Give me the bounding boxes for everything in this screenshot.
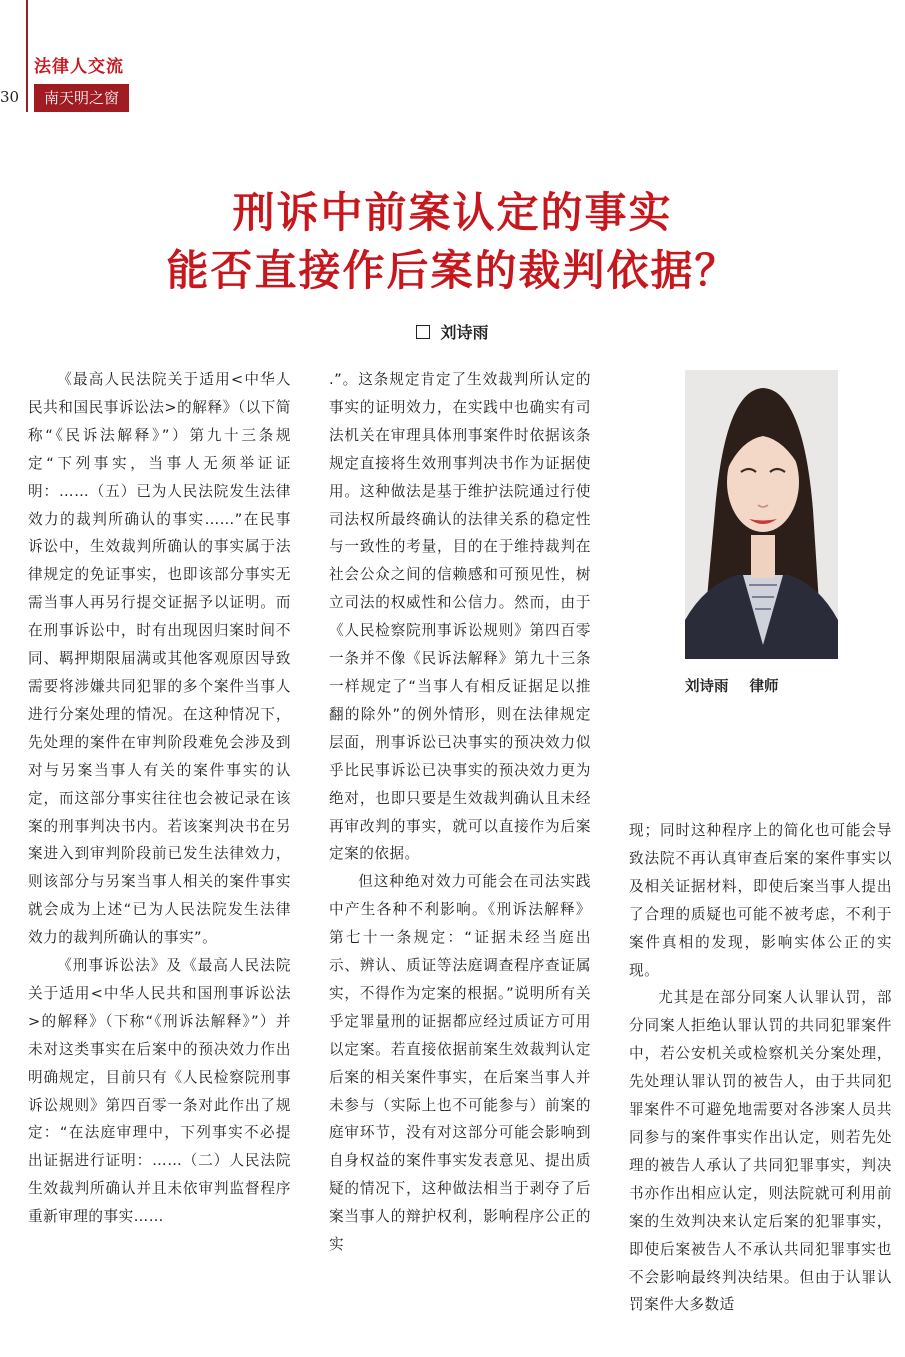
text-column-1	[28, 366, 291, 1231]
byline	[0, 320, 905, 343]
text-column-2	[329, 366, 591, 1259]
paragraph: .”。这条规定肯定了生效裁判所认定的事实的证明效力，在实践中也确实有司法机关在审理具体刑事案件时依据该条规定直接将生效刑事判决书作为证据使用。这种做法是基于维护法院通过行使司法权所最终确认的法律关系的稳定性与一致性的考量，目的在于维持裁判在社会公众之间的信赖感和可预见性，树立司法的权威性和公信力。然而，由于《人民检察院刑事诉讼规则》第四百零一条并不像《民诉法解释》第九十三条一样规定了“当事人有相反证据足以推翻的除外”的例外情形，则在法律规定层面，刑事诉讼已决事实的预决效力似乎比民事诉讼已决事实的预决效力更为绝对，也即只要是生效裁判确认且未经再审改判的事实，就可以直接作为后案定案的依据。	[329, 371, 591, 863]
article-title-line1: 刑诉中前案认定的事实	[232, 188, 673, 237]
author-name: 刘诗雨	[440, 323, 489, 342]
section-label: 法律人交流	[34, 57, 124, 77]
paragraph: 尤其是在部分同案人认罪认罚，部分同案人拒绝认罪认罚的共同犯罪案件中，若公安机关或检察机关分案处理，先处理认罪认罚的被告人，由于共同犯罪案件不可避免地需要对各涉案人员共同参与的案件事实作出认定，则若先处理的被告人承认了共同犯罪事实，判决书亦作出相应认定，则法院就可利用前案的生效判决来认定后案的犯罪事实，即使后案被告人不承认共同犯罪事实也不会影响最终判决结果。但由于认罪认罚案件大多数适	[629, 989, 892, 1314]
article-title-line2: 能否直接作后案的裁判依据？	[166, 246, 739, 295]
byline-box-icon	[416, 325, 430, 339]
page-number: 30	[0, 88, 20, 106]
author-photo	[685, 370, 838, 659]
text-column-3	[629, 817, 892, 1319]
paragraph: 现；同时这种程序上的简化也可能会导致法院不再认真审查后案的案件事实以及相关证据材料，即使后案当事人提出了合理的质疑也可能不被考虑，不利于案件真相的发现，影响实体公正的实现。	[629, 822, 892, 979]
photo-caption: 刘诗雨 律师	[685, 679, 779, 695]
column-tag: 南天明之窗	[34, 84, 129, 112]
paragraph: 《刑事诉讼法》及《最高人民法院关于适用<中华人民共和国刑事诉讼法>的解释》（下称“《刑诉法解释》”）并未对这类事实在后案中的预决效力作出明确规定，目前只有《人民检察院刑事诉讼规则》第四百零一条对此作出了规定：“在法庭审理中，下列事实不必提出证据进行证明：……（二）人民法院生效裁判所确认并且未依审判监督程序重新审理的事实……	[28, 957, 291, 1226]
portrait-image	[685, 370, 838, 659]
header-divider	[26, 0, 28, 112]
paragraph: 《最高人民法院关于适用<中华人民共和国民事诉讼法>的解释》（以下简称“《民诉法解释》”）第九十三条规定“下列事实，当事人无须举证证明：……（五）已为人民法院发生法律效力的裁判所确认的事实……”在民事诉讼中，生效裁判所确认的事实属于法律规定的免证事实，也即该部分事实无需当事人再另行提交证据予以证明。而在刑事诉讼中，时有出现因归案时间不同、羁押期限届满或其他客观原因导致需要将涉嫌共同犯罪的多个案件当事人进行分案处理的情况。在这种情况下，先处理的案件在审判阶段难免会涉及到对与另案当事人有关的案件事实的认定，而这部分事实往往也会被记录在该案的刑事判决书内。若该案判决书在另案进入到审判阶段前已发生法律效力，则该部分与另案当事人相关的案件事实就会成为上述“已为人民法院发生法律效力的裁判所确认的事实”。	[28, 371, 291, 947]
paragraph: 但这种绝对效力可能会在司法实践中产生各种不利影响。《刑诉法解释》第七十一条规定：“证据未经当庭出示、辨认、质证等法庭调查程序查证属实，不得作为定案的根据。”说明所有关乎定罪量刑的证据都应经过质证方可用以定案。若直接依据前案生效裁判认定后案的相关案件事实，在后案当事人并未参与（实际上也不可能参与）前案的庭审环节，没有对这部分可能会影响到自身权益的案件事实发表意见、提出质疑的情况下，这种做法相当于剥夺了后案当事人的辩护权利，影响程序公正的实	[329, 873, 591, 1254]
